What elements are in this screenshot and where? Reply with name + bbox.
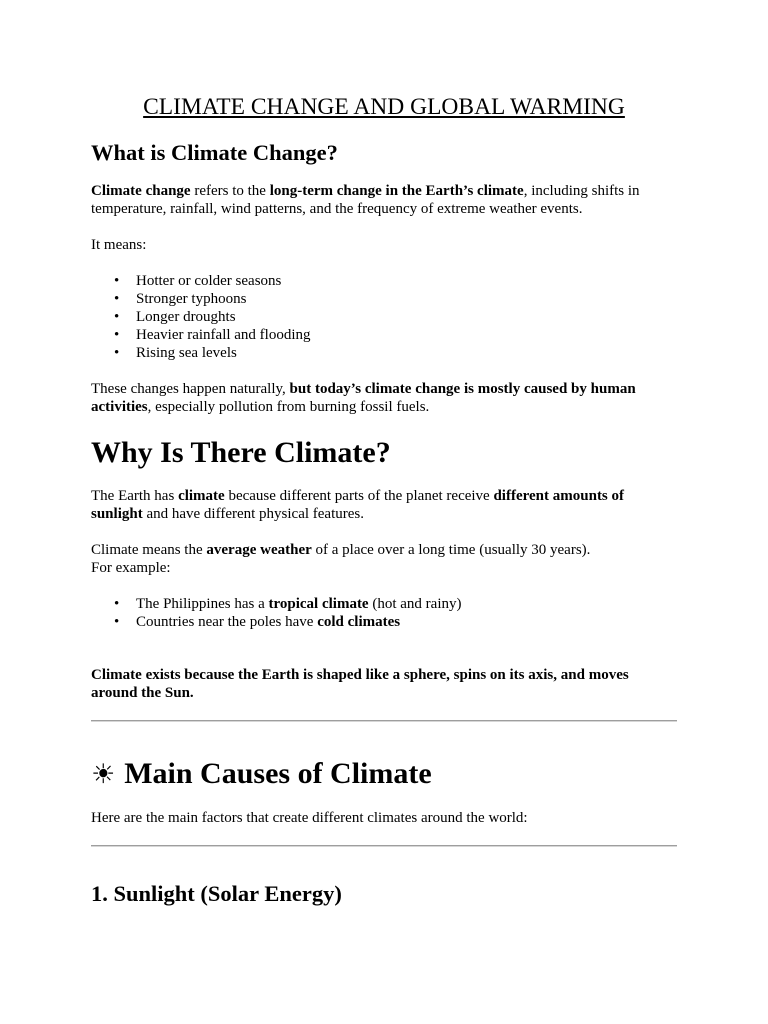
text-run: The Philippines has a <box>136 596 269 612</box>
text-run: and have different physical features. <box>142 506 364 522</box>
text-run: of a place over a long time (usually 30 years). <box>311 542 591 558</box>
section-heading-why-is-there-climate: Why Is There Climate? <box>91 436 391 469</box>
conclusion-paragraph <box>91 666 677 702</box>
definition-paragraph <box>91 182 677 218</box>
effects-list <box>91 272 722 362</box>
text-run: refers to the <box>190 183 270 199</box>
sun-icon: ☀ <box>91 759 116 790</box>
list-item: • Stronger typhoons <box>136 290 722 308</box>
bold-term: cold climates <box>317 614 401 630</box>
bold-term: Climate change <box>91 183 191 199</box>
list-item <box>136 595 722 613</box>
horizontal-rule <box>91 845 677 847</box>
text-run: The Earth has <box>91 488 179 504</box>
factor-heading-sunlight: 1. Sunlight (Solar Energy) <box>91 881 342 906</box>
bold-phrase: long-term change in the Earth’s climate <box>269 183 524 199</box>
reason-paragraph <box>91 487 677 523</box>
text-run: , especially pollution from burning fossil fuels. <box>147 399 430 415</box>
examples-list <box>91 595 722 631</box>
bold-phrase: different amounts of sunlight <box>91 488 625 522</box>
list-item: • Hotter or colder seasons <box>136 272 722 290</box>
list-lead-text: It means: <box>91 237 147 253</box>
heading-text: Main Causes of Climate <box>124 757 432 790</box>
horizontal-rule <box>91 720 677 722</box>
section-heading-main-causes <box>91 756 677 793</box>
list-item: • Rising sea levels <box>136 344 722 362</box>
list-item: • Heavier rainfall and flooding <box>136 326 722 344</box>
main-causes-intro: Here are the main factors that create different climates around the world: <box>91 810 528 826</box>
bold-phrase: but today’s climate change is mostly caused by human activities <box>91 381 636 415</box>
bold-term: climate <box>178 488 225 504</box>
text-run: , including shifts in temperature, rainfall, wind patterns, and the frequency of extreme weather events. <box>91 183 640 217</box>
document-title: CLIMATE CHANGE AND GLOBAL WARMING <box>143 94 625 120</box>
bold-term: tropical climate <box>268 596 369 612</box>
list-item: • Longer droughts <box>136 308 722 326</box>
cause-paragraph <box>91 380 677 416</box>
bold-term: average weather <box>206 542 312 558</box>
text-run: These changes happen naturally, <box>91 381 290 397</box>
text-run: (hot and rainy) <box>368 596 462 612</box>
bold-statement: Climate exists because the Earth is shaped like a sphere, spins on its axis, and moves around the Sun. <box>91 667 629 701</box>
section-heading-what-is-climate-change: What is Climate Change? <box>91 140 338 165</box>
list-item <box>136 613 722 631</box>
for-example-label: For example: <box>91 560 171 576</box>
climate-definition-paragraph <box>91 541 677 577</box>
text-run: because different parts of the planet receive <box>224 488 494 504</box>
text-run: Climate means the <box>91 542 207 558</box>
text-run: Countries near the poles have <box>136 614 318 630</box>
